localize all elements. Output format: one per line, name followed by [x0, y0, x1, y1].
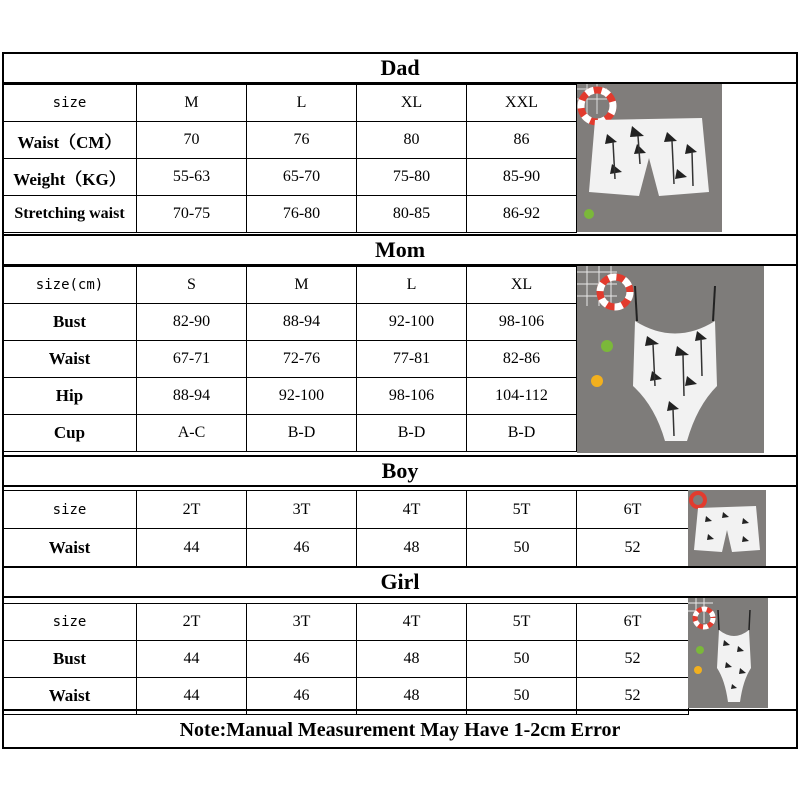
table-cell: 104-112 — [467, 378, 577, 415]
table-cell: 52 — [577, 678, 689, 715]
table-cell: 48 — [357, 678, 467, 715]
table-cell: 3T — [247, 604, 357, 641]
row-label: size — [3, 604, 137, 641]
table-cell: 80 — [357, 122, 467, 159]
table-cell: 86 — [467, 122, 577, 159]
row-label: Waist — [3, 678, 137, 715]
table-cell: 70-75 — [137, 196, 247, 233]
table-cell: XXL — [467, 85, 577, 122]
row-label: Stretching waist — [3, 196, 137, 233]
table-cell: 46 — [247, 641, 357, 678]
table-cell: 65-70 — [247, 159, 357, 196]
table-cell: XL — [357, 85, 467, 122]
row-label: Waist — [3, 529, 137, 567]
boy-section-title: Boy — [2, 455, 798, 487]
table-cell: S — [137, 267, 247, 304]
dad-section-title: Dad — [2, 52, 798, 84]
table-cell: 44 — [137, 641, 247, 678]
table-cell: XL — [467, 267, 577, 304]
table-cell: 44 — [137, 678, 247, 715]
table-cell: L — [247, 85, 357, 122]
table-cell: 72-76 — [247, 341, 357, 378]
table-cell: 98-106 — [357, 378, 467, 415]
table-cell: 76-80 — [247, 196, 357, 233]
table-cell: 3T — [247, 491, 357, 529]
table-cell: M — [137, 85, 247, 122]
table-cell: 92-100 — [357, 304, 467, 341]
table-cell: 92-100 — [247, 378, 357, 415]
table-cell: 85-90 — [467, 159, 577, 196]
measurement-note: Note:Manual Measurement May Have 1-2cm Error — [2, 709, 798, 749]
table-cell: L — [357, 267, 467, 304]
table-cell: 44 — [137, 529, 247, 567]
table-cell: 48 — [357, 529, 467, 567]
row-label: Bust — [3, 641, 137, 678]
table-cell: 4T — [357, 491, 467, 529]
row-label: size — [3, 85, 137, 122]
mom-section-title: Mom — [2, 234, 798, 266]
table-cell: 88-94 — [247, 304, 357, 341]
table-cell: A-C — [137, 415, 247, 452]
table-cell: 48 — [357, 641, 467, 678]
table-cell: 50 — [467, 641, 577, 678]
table-cell: 52 — [577, 529, 689, 567]
table-cell: 55-63 — [137, 159, 247, 196]
table-cell: 82-90 — [137, 304, 247, 341]
table-cell: 5T — [467, 491, 577, 529]
table-cell: 46 — [247, 529, 357, 567]
table-cell: 98-106 — [467, 304, 577, 341]
table-cell: 86-92 — [467, 196, 577, 233]
table-cell: 70 — [137, 122, 247, 159]
table-cell: 2T — [137, 491, 247, 529]
row-label: Cup — [3, 415, 137, 452]
table-cell: 2T — [137, 604, 247, 641]
row-label: Bust — [3, 304, 137, 341]
table-cell: B-D — [467, 415, 577, 452]
table-cell: B-D — [247, 415, 357, 452]
row-label: Weight（KG） — [3, 159, 137, 196]
table-cell: M — [247, 267, 357, 304]
table-cell: 5T — [467, 604, 577, 641]
table-cell: 6T — [577, 604, 689, 641]
table-cell: 80-85 — [357, 196, 467, 233]
row-label: Waist（CM） — [3, 122, 137, 159]
table-cell: 50 — [467, 529, 577, 567]
girl-section-title: Girl — [2, 566, 798, 598]
table-cell: 75-80 — [357, 159, 467, 196]
table-cell: 6T — [577, 491, 689, 529]
table-cell: 77-81 — [357, 341, 467, 378]
table-cell: 50 — [467, 678, 577, 715]
table-cell: 67-71 — [137, 341, 247, 378]
table-cell: 88-94 — [137, 378, 247, 415]
row-label: size(cm) — [3, 267, 137, 304]
table-cell: 76 — [247, 122, 357, 159]
table-cell: 82-86 — [467, 341, 577, 378]
table-outer-border — [2, 52, 798, 749]
row-label: Waist — [3, 341, 137, 378]
table-cell: 52 — [577, 641, 689, 678]
table-cell: B-D — [357, 415, 467, 452]
row-label: size — [3, 491, 137, 529]
table-cell: 4T — [357, 604, 467, 641]
row-label: Hip — [3, 378, 137, 415]
table-cell: 46 — [247, 678, 357, 715]
